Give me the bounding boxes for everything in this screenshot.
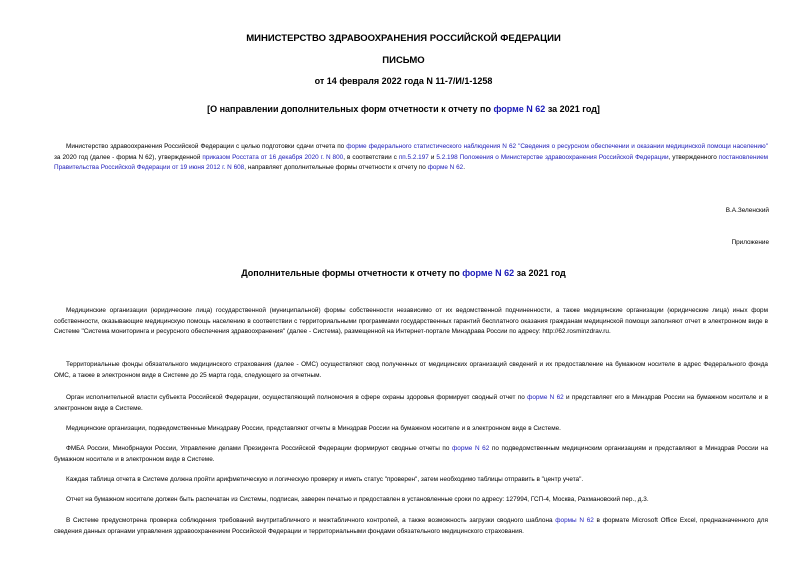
paragraph-text: Орган исполнительной власти субъекта Российской Федерации, осуществляющий полномочия в сфере охраны здоровья формирует сводный отчет по: [66, 394, 528, 401]
appendix-label: Приложение: [731, 239, 769, 246]
document-type: ПИСЬМО: [382, 55, 425, 66]
intro-text: .: [463, 164, 465, 172]
document-date-number: от 14 февраля 2022 года N 11-7/И/1-1258: [314, 76, 493, 86]
government-decree-link[interactable]: постановлением Правительства Российской Федерации от 19 июня 2012 г. N 608: [54, 153, 769, 172]
form-62-statistical-link[interactable]: форме федерального статистического наблюдения N 62 "Сведения о ресурсном обеспечении и оказании медицинской помощи населению": [346, 143, 768, 150]
intro-text: , в соответствии с: [343, 153, 399, 161]
appendix-title: [0, 268, 807, 278]
subject-prefix: [О направлении дополнительных форм отчетности к отчету по: [207, 104, 494, 114]
ministry-title: МИНИСТЕРСТВО ЗДРАВООХРАНЕНИЯ РОССИЙСКОЙ ФЕДЕРАЦИИ: [246, 33, 561, 44]
intro-text: за 2020 год (далее - форма N 62), утвержденной: [54, 153, 203, 161]
signature: В.А.Зеленский: [725, 207, 769, 214]
appendix-title-suffix: за 2021 год: [514, 268, 566, 278]
paragraph-fmba: [54, 444, 768, 465]
paragraph-table-check: Каждая таблица отчета в Системе должна пройти арифметическую и логическую проверку и иметь статус "проверен", затем необходимо таблицы отправить в "центр учета".: [66, 476, 584, 483]
paragraph-executive-authority: [54, 393, 768, 414]
paragraph-system-control: [54, 516, 768, 537]
paragraph-territorial-funds: Территориальные фонды обязательного медицинского страхования (далее - ОМС) осуществляют свод полученных от медицинских организаций сведений и их предоставление на бумажном носителе в адрес Федерального фонда ОМС, а также в электронном виде в Системе до 25 марта года, следующего за отчетным.: [54, 361, 768, 379]
clause-5-2-197-link[interactable]: пп.5.2.197: [398, 153, 429, 161]
form-62-link[interactable]: формы N 62: [555, 517, 594, 524]
appendix-form-link[interactable]: форме N 62: [462, 268, 515, 278]
appendix-title-prefix: Дополнительные формы отчетности к отчету по: [241, 268, 463, 278]
subject-form-link[interactable]: форме N 62: [493, 104, 546, 114]
ministry-regulation-link[interactable]: 5.2.198 Положения о Министерстве здравоохранения Российской Федерации: [436, 153, 669, 161]
document-subject: [0, 104, 807, 114]
paragraph-text: ФМБА России, Минобрнауки России, Управление делами Президента Российской Федерации формируют сводные отчеты по: [66, 445, 453, 452]
intro-text: , направляет дополнительные формы отчетности к отчету по: [244, 164, 428, 172]
paragraph-text: В Системе предусмотрена проверка соблюдения требований внутритабличного и межтабличного контролей, а также возможность загрузки сводного шаблона: [66, 517, 556, 524]
paragraph-text: в формате Microsoft Office Excel, предназначенного для сведения данных органами управления здравоохранением Российской Федерации и территориальными фондами обязательного медицинского страхования.: [54, 517, 768, 535]
intro-text: Министерство здравоохранения Российской Федерации с целью подготовки сдачи отчета по: [66, 143, 347, 150]
paragraph-paper-report: Отчет на бумажном носителе должен быть распечатан из Системы, подписан, заверен печатью и предоставлен в установленные сроки по адресу: 127994, ГСП-4, Москва, Рахмановский пер., д.3.: [66, 496, 649, 503]
subject-suffix: за 2021 год]: [545, 104, 600, 114]
form-62-link[interactable]: форме N 62: [427, 164, 464, 172]
paragraph-text: по подведомственным медицинским организациям и представляют в Минздрав России на бумажном носителе и в электронном виде в Системе.: [54, 445, 768, 463]
paragraph-subordinate-organizations: Медицинские организации, подведомственные Минздраву России, представляют отчеты в Минздрав России на бумажном носителе и в электронном виде в Системе.: [66, 425, 561, 432]
form-62-link[interactable]: форме N 62: [527, 394, 564, 401]
paragraph-text: и представляет его в Минздрав России на бумажном носителе и в электронном виде в Системе.: [54, 394, 769, 412]
paragraph-medical-organizations: Медицинские организации (юридические лица) государственной (муниципальной) формы собственности независимо от их ведомственной подчиненности, а также медицинские организации (юридические лица) иных форм собственности, оказывающие медицинскую помощь населению в соответствии с территориальными программами государственных гарантий бесплатного оказания гражданам медицинской помощи заполняют отчет в электронном виде в Системе "Система мониторинга и ресурсного обеспечения здравоохранения" (далее - Система), размещенной на Интернет-портале Минздрава России по адресу: http://62.rosminzdrav.ru.: [54, 307, 768, 336]
intro-paragraph: [54, 142, 768, 174]
form-62-link[interactable]: форме N 62: [452, 445, 490, 452]
intro-text: и: [428, 153, 437, 161]
rosstat-order-link[interactable]: приказом Росстата от 16 декабря 2020 г. N 800: [202, 153, 344, 161]
intro-text: , утвержденного: [668, 153, 719, 161]
